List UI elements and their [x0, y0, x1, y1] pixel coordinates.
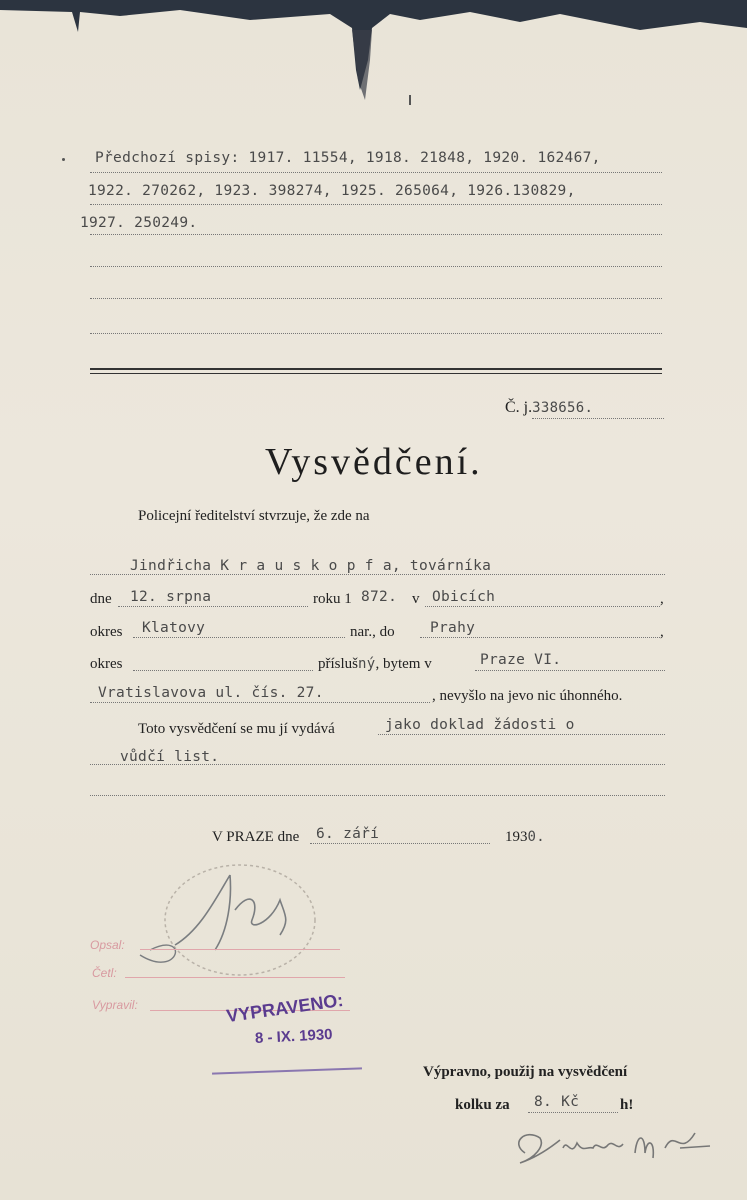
faded-line — [125, 977, 345, 978]
dotted-line — [90, 702, 430, 703]
torn-edge — [0, 0, 747, 110]
purpose-value: jako doklad žádosti o — [385, 717, 575, 733]
label-nar: nar., do — [350, 624, 395, 640]
district-value: Klatovy — [142, 620, 206, 636]
dotted-line — [90, 574, 665, 575]
clean-record-text: , nevyšlo na jevo nic úhonného. — [432, 688, 623, 704]
dotted-line — [90, 204, 662, 205]
dotted-line — [90, 234, 662, 235]
dotted-line — [90, 298, 662, 299]
dotted-line — [475, 670, 665, 671]
document-title: Vysvědčení. — [265, 441, 483, 483]
label-prislus: příslušný, bytem v — [318, 656, 432, 672]
stamp-underline — [212, 1067, 362, 1074]
ink-mark — [409, 95, 411, 105]
destination-value: Prahy — [430, 620, 476, 636]
birth-year: 872. — [361, 589, 398, 605]
previous-files-line1: Předchozí spisy: 1917. 11554, 1918. 21848, 1920. 162467, — [95, 150, 601, 166]
stamp-date: 8 - IX. 1930 — [254, 1025, 333, 1048]
label-roku: roku 1 — [313, 591, 352, 607]
dotted-line — [420, 637, 660, 638]
dotted-line — [90, 333, 662, 334]
address-value: Vratislavova ul. čís. 27. — [98, 685, 324, 701]
purpose-value-2: vůdčí list. — [120, 749, 220, 765]
dispatch-note-suffix: h! — [620, 1097, 634, 1113]
birth-place: Obicích — [432, 589, 496, 605]
dotted-line — [90, 795, 665, 796]
dotted-line — [532, 418, 664, 419]
dotted-line — [90, 266, 662, 267]
dotted-line — [378, 734, 665, 735]
dotted-line — [425, 606, 660, 607]
fee-value: 8. Kč — [534, 1094, 580, 1110]
date-year: 1930. — [505, 829, 545, 845]
dispatch-note-fee-label: kolku za — [455, 1097, 510, 1113]
faded-label-cetl: Četl: — [92, 966, 117, 980]
faded-label-vypravil: Vypravil: — [92, 998, 138, 1012]
intro-text: Policejní ředitelství stvrzuje, že zde na — [138, 508, 370, 524]
dotted-line — [118, 606, 308, 607]
divider-rule — [90, 373, 662, 374]
dispatch-note: Výpravno, použij na vysvědčení — [423, 1064, 628, 1080]
label-v: v — [412, 591, 420, 607]
dotted-line — [133, 670, 313, 671]
purpose-label: Toto vysvědčení se mu jí vydává — [138, 721, 335, 737]
faded-line — [140, 949, 340, 950]
comma: , — [660, 624, 664, 640]
previous-files-line3: 1927. 250249. — [80, 215, 198, 231]
ink-dot — [62, 158, 65, 161]
dotted-line — [133, 637, 345, 638]
dotted-line — [90, 764, 665, 765]
comma: , — [660, 591, 664, 607]
residence-value: Praze VI. — [480, 652, 562, 668]
date-value: 6. září — [316, 826, 380, 842]
dotted-line — [310, 843, 490, 844]
faded-label-opsal: Opsal: — [90, 938, 125, 952]
birth-day: 12. srpna — [130, 589, 212, 605]
label-dne: dne — [90, 591, 112, 607]
label-okres: okres — [90, 656, 123, 672]
subject-name: Jindřicha K r a u s k o p f a, továrníka — [130, 558, 492, 574]
date-label: V PRAZE dne — [212, 829, 300, 845]
previous-files-line2: 1922. 270262, 1923. 398274, 1925. 265064, 1926.130829, — [88, 183, 576, 199]
divider-rule — [90, 368, 662, 370]
dotted-line — [528, 1112, 618, 1113]
dispatched-stamp: VYPRAVENO: — [225, 989, 345, 1027]
label-okres: okres — [90, 624, 123, 640]
official-signature — [120, 860, 380, 1000]
dotted-line — [90, 172, 662, 173]
clerk-signature — [505, 1118, 725, 1178]
ref-number: Č. j.338656. — [505, 399, 594, 416]
